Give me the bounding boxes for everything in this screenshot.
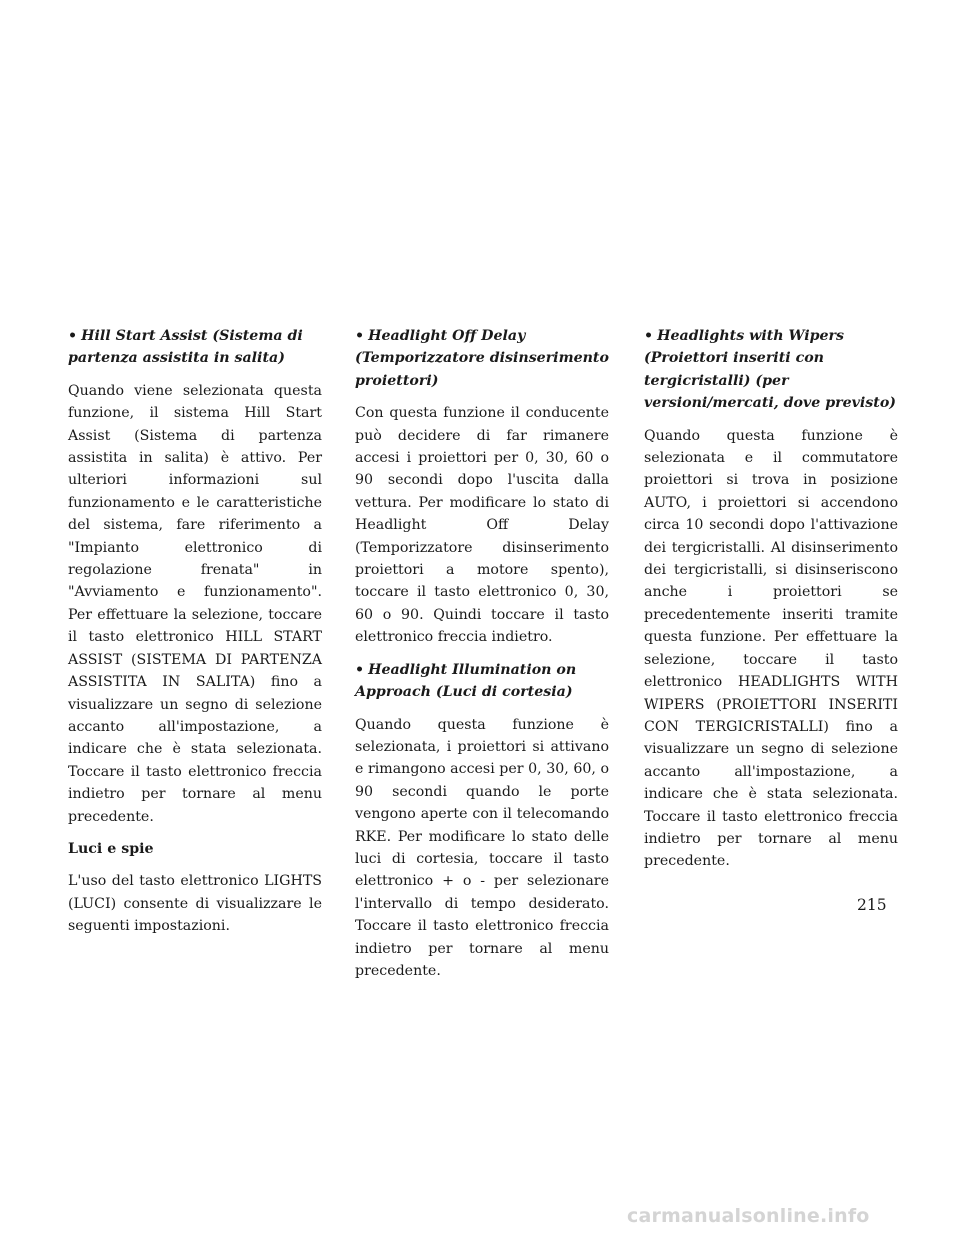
subheading-headlight-illumination bbox=[355, 659, 609, 704]
paragraph-hill-start-assist: Quando viene selezionata questa funzione, il sistema Hill Start Assist (Sistema di partenza assistita in salita) è attivo. Per ulteriori informazioni sul funzionamento e le caratteristiche del sistema, fare riferimento a "Impianto elettronico di regolazione frenata" in "Avviamento e funzionamento". Per effettuare la selezione, toccare il tasto elettronico HILL START ASSIST (SISTEMA DI PARTENZA ASSISTITA IN SALITA) fino a visualizzare un segno di selezione accanto all'impostazione, a indicare che è stata selezionata. Toccare il tasto elettronico freccia indietro per tornare al menu precedente. bbox=[68, 382, 322, 825]
section-title-luci-e-spie: Luci e spie bbox=[68, 840, 154, 857]
column-right bbox=[644, 325, 898, 883]
subheading-text: Headlight Off Delay (Temporizzatore disinserimento proiettori) bbox=[355, 328, 609, 389]
watermark-text: carmanualsonline.info bbox=[627, 1205, 870, 1227]
page-number: 215 bbox=[857, 896, 887, 914]
paragraph-headlight-off-delay: Con questa funzione il conducente può decidere di far rimanere accesi i proiettori per 0, 30, 60 o 90 secondi dopo l'uscita dalla vettura. Per modificare lo stato di Headlight Off Delay (Temporizzatore disinserimento proiettori a motore spento), toccare il tasto elettronico 0, 30, 60 o 90. Quindi toccare il tasto elettronico freccia indietro. bbox=[355, 405, 609, 646]
bullet-icon: • bbox=[355, 328, 365, 344]
column-left bbox=[68, 325, 322, 948]
subheading-text: Headlight Illumination on Approach (Luci di cortesia) bbox=[355, 661, 577, 701]
subheading-headlights-with-wipers bbox=[644, 325, 898, 415]
paragraph-lights-intro: L'uso del tasto elettronico LIGHTS (LUCI) consente di visualizzare le seguenti impostazioni. bbox=[68, 873, 322, 935]
paragraph-headlight-illumination: Quando questa funzione è selezionata, i proiettori si attivano e rimangono accesi per 0, 30, 60, o 90 secondi quando le porte vengono aperte con il telecomando RKE. Per modificare lo stato delle luci di cortesia, toccare il tasto elettronico + o - per selezionare l'intervallo di tempo desiderato. Toccare il tasto elettronico freccia indietro per tornare al menu precedente. bbox=[355, 716, 609, 979]
bullet-icon: • bbox=[644, 328, 654, 344]
subheading-hill-start-assist bbox=[68, 325, 322, 370]
subheading-text: Headlights with Wipers (Proiettori inseriti con tergicristalli) (per versioni/mercati, dove previsto) bbox=[644, 328, 897, 412]
subheading-headlight-off-delay bbox=[355, 325, 609, 392]
bullet-icon: • bbox=[68, 328, 78, 344]
subheading-text: Hill Start Assist (Sistema di partenza assistita in salita) bbox=[68, 328, 303, 367]
bullet-icon: • bbox=[355, 661, 365, 678]
paragraph-headlights-with-wipers: Quando questa funzione è selezionata e il commutatore proiettori si trova in posizione AUTO, i proiettori si accendono circa 10 secondi dopo l'attivazione dei tergicristalli. Al disinserimento dei tergicristalli, si disinseriscono anche i proiettori se precedentemente inseriti tramite questa funzione. Per effettuare la selezione, toccare il tasto elettronico HEADLIGHTS WITH WIPERS (PROIETTORI INSERITI CON TERGICRISTALLI) fino a visualizzare un segno di selezione accanto all'impostazione, a indicare che è stata selezionata. Toccare il tasto elettronico freccia indietro per tornare al menu precedente. bbox=[644, 427, 898, 870]
column-middle bbox=[355, 325, 609, 992]
